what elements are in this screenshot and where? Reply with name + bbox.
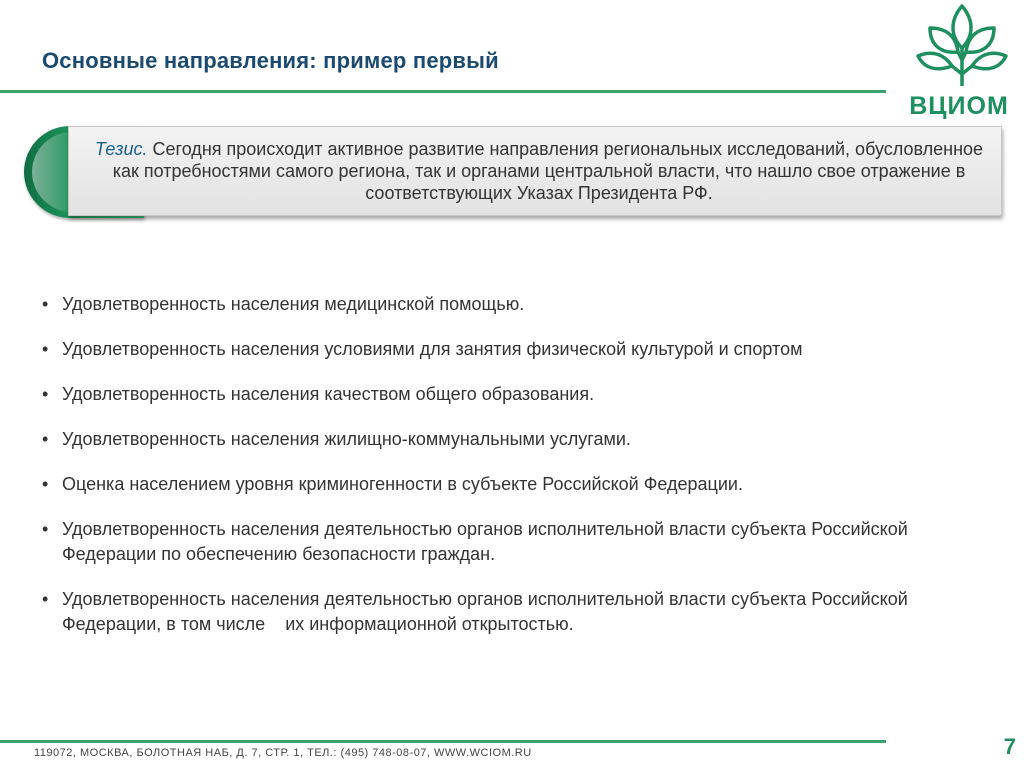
bullet-list	[42, 292, 942, 657]
list-item: • Удовлетворенность населения условиями для занятия физической культурой и спортом	[42, 339, 803, 359]
thesis-body: Сегодня происходит активное развитие направления региональных исследований, обусловленное как потребностями самого региона, так и органами центральной власти, что нашло свое отражение в соответствующих Указах Президента РФ.	[112, 139, 984, 203]
footer-address: 119072, МОСКВА, БОЛОТНАЯ НАБ, Д. 7, СТР. 1, ТЕЛ.: (495) 748-08-07, WWW.WCIOM.RU	[34, 747, 532, 759]
list-item: • Удовлетворенность населения жилищно-коммунальными услугами.	[42, 429, 631, 449]
logo-wordmark: ВЦИОМ	[909, 92, 1009, 120]
list-item: • Оценка населением уровня криминогенности в субъекте Российской Федерации.	[42, 474, 743, 494]
list-item: • Удовлетворенность населения качеством общего образования.	[42, 384, 595, 404]
list-item: • Удовлетворенность населения деятельностью органов исполнительной власти субъекта Российской Федерации по обеспечению безопасности граждан.	[42, 519, 908, 564]
thesis-text	[84, 138, 994, 204]
header-divider	[0, 90, 886, 93]
page-number: 7	[1003, 734, 1016, 759]
list-item: • Удовлетворенность населения медицинской помощью.	[42, 294, 525, 314]
slide-title: Основные направления: пример первый	[42, 48, 499, 73]
list-item: • Удовлетворенность населения деятельностью органов исполнительной власти субъекта Российской Федерации, в том числе их информационной открытостью.	[42, 589, 913, 634]
thesis-label: Тезис.	[94, 139, 148, 159]
footer-divider	[0, 740, 886, 743]
thesis-callout	[24, 126, 1004, 222]
